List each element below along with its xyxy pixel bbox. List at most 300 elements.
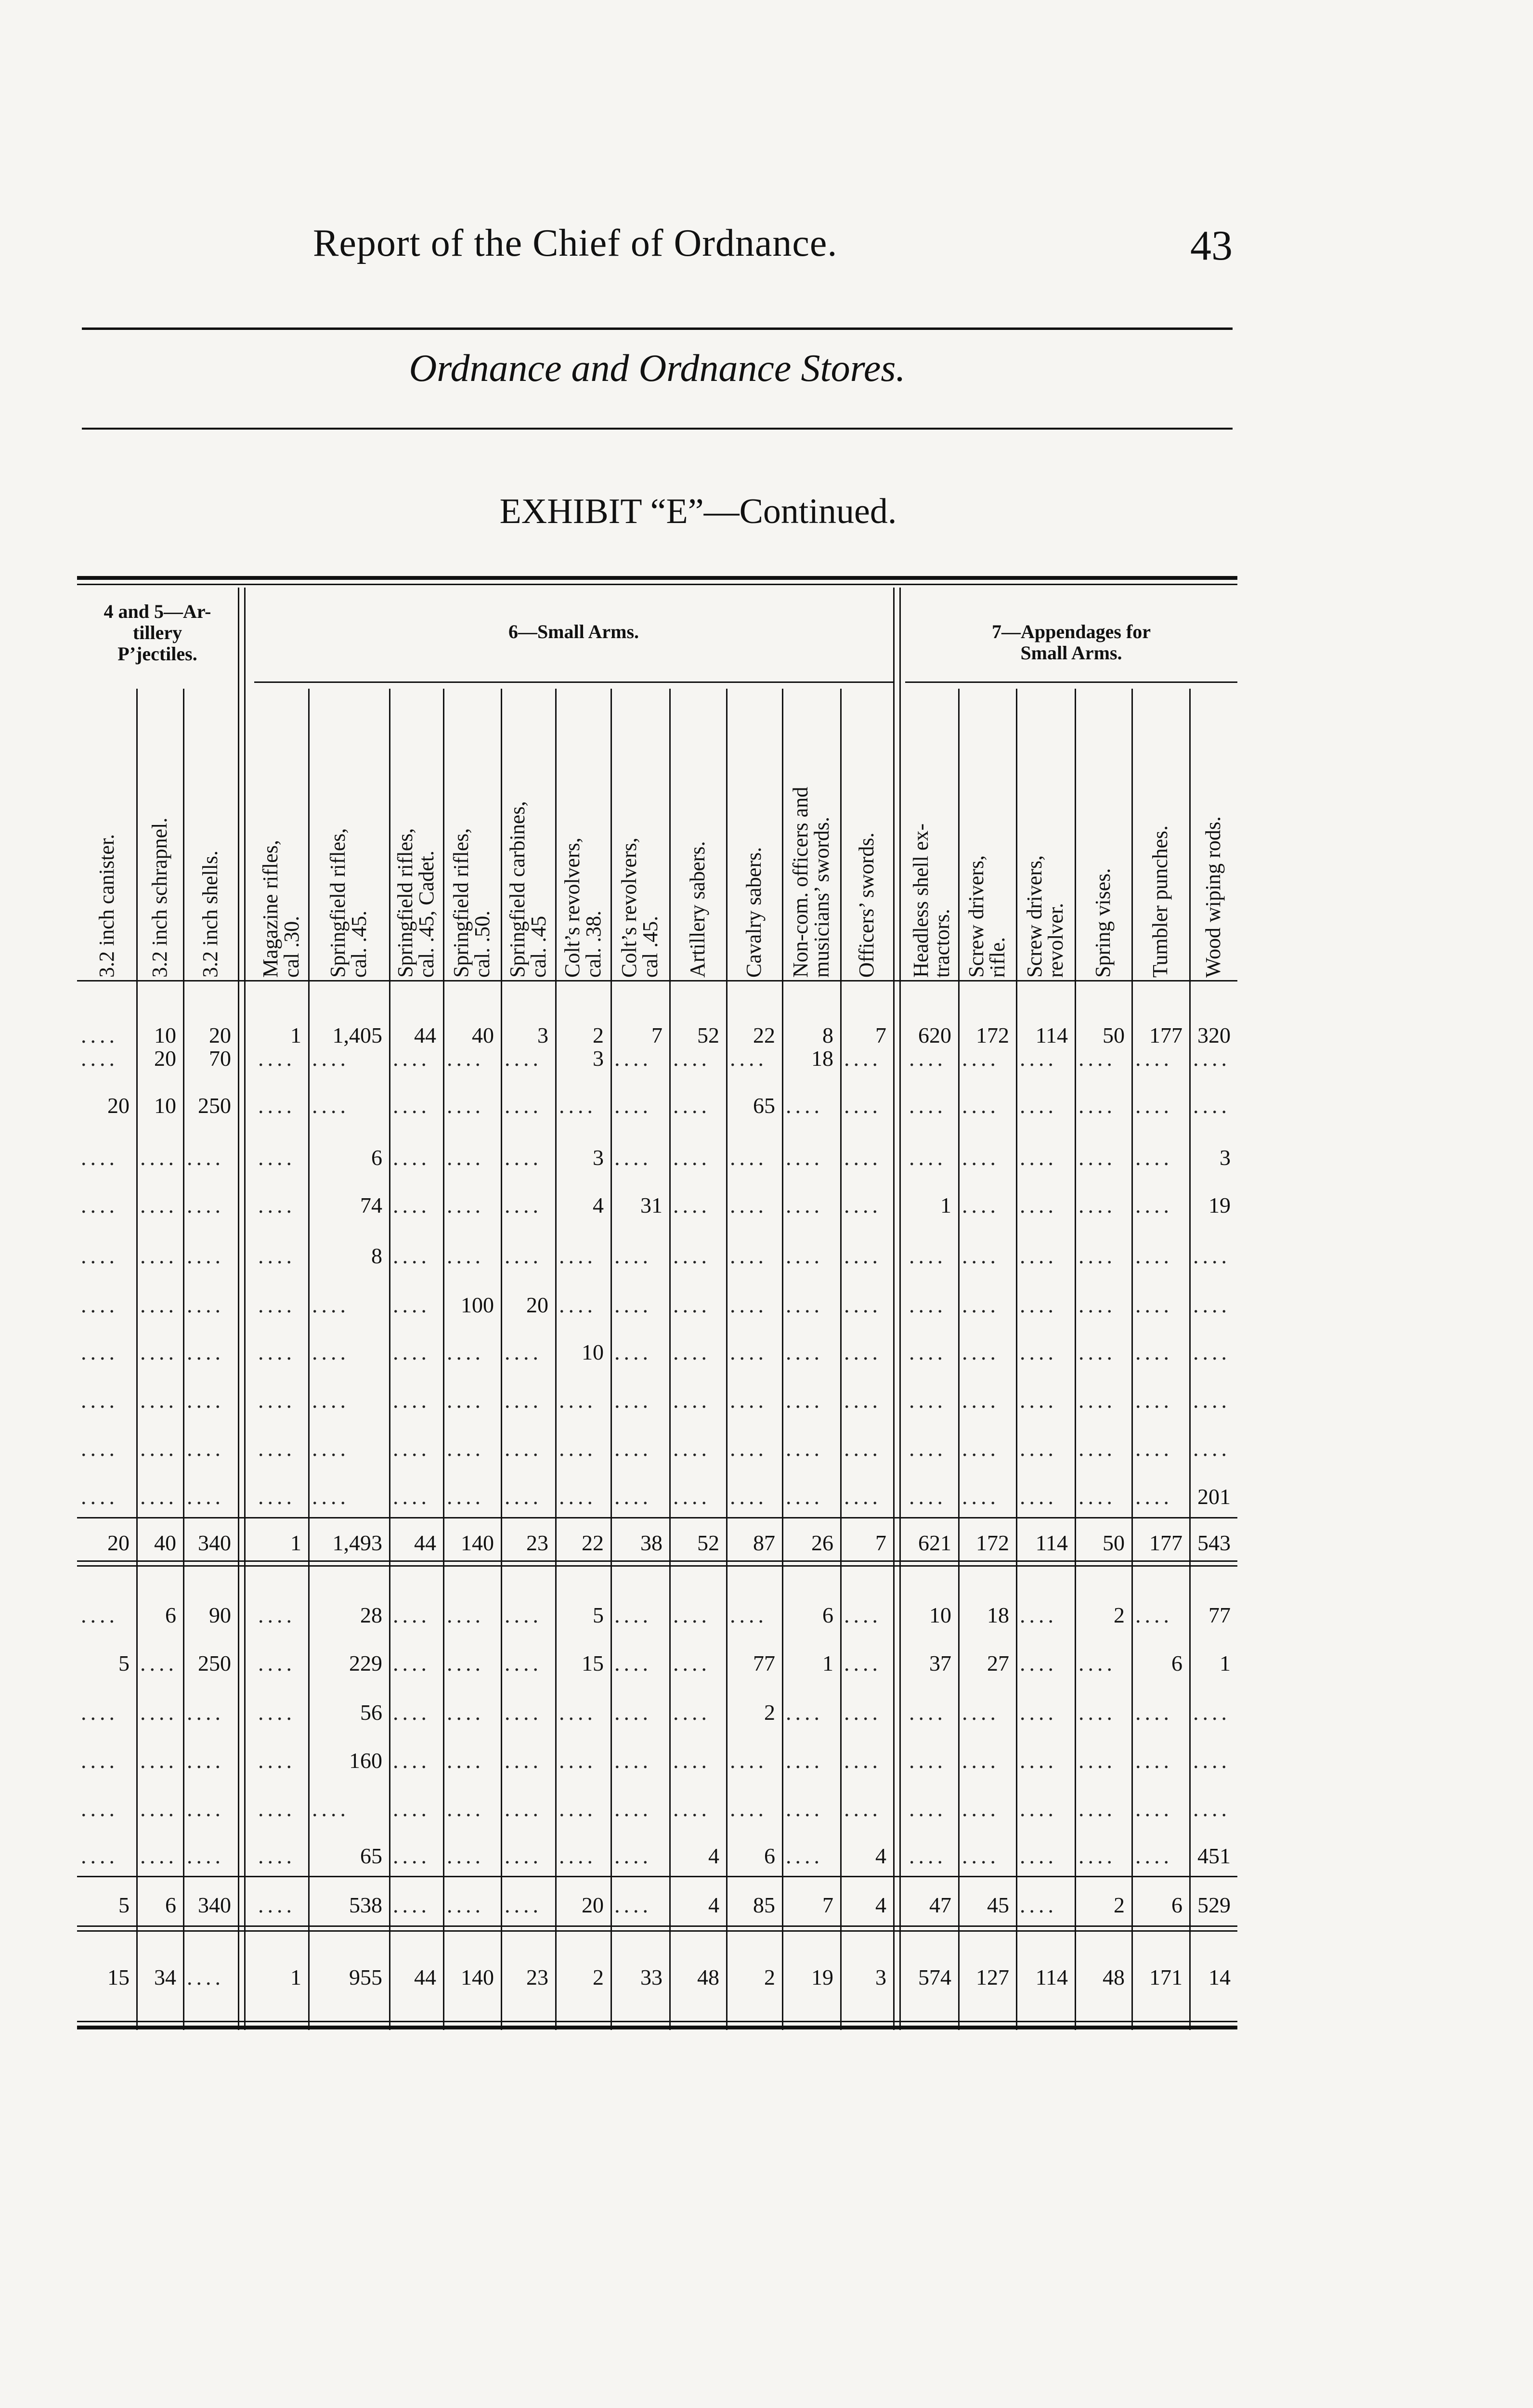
column-header: [308, 689, 389, 978]
column-header: [136, 689, 183, 978]
dot-leader: ....: [1193, 1340, 1231, 1364]
dot-leader: ....: [844, 1700, 882, 1725]
table-cell: 40: [154, 1531, 176, 1555]
dot-leader: ....: [909, 1388, 947, 1413]
table-cell: 3: [875, 1965, 886, 1989]
table-cell: 77: [1208, 1603, 1231, 1627]
dot-leader: ....: [1078, 1436, 1116, 1461]
dot-leader: ....: [447, 1700, 484, 1725]
dot-leader: ....: [909, 1484, 947, 1509]
dot-leader: ....: [962, 1193, 1000, 1217]
table-cell: 26: [811, 1531, 833, 1555]
dot-leader: ....: [81, 1023, 118, 1047]
dot-leader: ....: [187, 1293, 224, 1317]
table-cell: 1: [1220, 1651, 1231, 1675]
dot-leader: ....: [730, 1340, 767, 1364]
group-rule: [905, 681, 1237, 683]
dot-leader: ....: [393, 1748, 430, 1773]
dot-leader: ....: [962, 1093, 1000, 1118]
table-cell: 340: [198, 1893, 231, 1917]
table-cell: 1,405: [332, 1023, 382, 1047]
page-number: 43: [1190, 222, 1233, 269]
dot-leader: ....: [1020, 1603, 1057, 1627]
dot-leader: ....: [81, 1844, 118, 1868]
dot-leader: ....: [962, 1293, 1000, 1317]
column-header-label: Artillery sabers.: [686, 841, 709, 978]
dot-leader: ....: [673, 1651, 711, 1675]
total-rule-2: [77, 1930, 1237, 1932]
table-cell: 48: [1103, 1965, 1125, 1989]
dot-leader: ....: [258, 1340, 296, 1364]
dot-leader: ....: [505, 1145, 542, 1170]
dot-leader: ....: [1020, 1484, 1057, 1509]
dot-leader: ....: [786, 1193, 823, 1217]
table-cell: 8: [822, 1023, 833, 1047]
dot-leader: ....: [730, 1436, 767, 1461]
dot-leader: ....: [447, 1796, 484, 1821]
dot-leader: ....: [258, 1844, 296, 1868]
dot-leader: ....: [559, 1796, 597, 1821]
dot-leader: ....: [81, 1046, 118, 1071]
table-cell: 340: [198, 1531, 231, 1555]
dot-leader: ....: [673, 1388, 711, 1413]
dot-leader: ....: [505, 1243, 542, 1268]
column-header-label: Non-com. officers and musicians’ swords.: [788, 786, 833, 978]
table-cell: 70: [209, 1046, 231, 1071]
dot-leader: ....: [730, 1796, 767, 1821]
dot-leader: ....: [909, 1145, 947, 1170]
dot-leader: ....: [1020, 1093, 1057, 1118]
table-cell: 90: [209, 1603, 231, 1627]
dot-leader: ....: [1020, 1340, 1057, 1364]
dot-leader: ....: [1020, 1796, 1057, 1821]
table-top-rule: [77, 576, 1237, 580]
dot-leader: ....: [1135, 1193, 1173, 1217]
column-header: [669, 689, 726, 978]
table-bottom-rule: [77, 2021, 1237, 2022]
dot-leader: ....: [614, 1388, 652, 1413]
dot-leader: ....: [505, 1193, 542, 1217]
table-cell: 5: [118, 1651, 130, 1675]
table-cell: 19: [811, 1965, 833, 1989]
column-header-label: Screw drivers, rifle.: [964, 855, 1009, 978]
table-cell: 50: [1103, 1023, 1125, 1047]
column-header-label: Springfield carbines, cal. .45: [505, 801, 550, 978]
dot-leader: ....: [614, 1603, 652, 1627]
table-cell: 40: [472, 1023, 494, 1047]
group-header: 7—Appendages for Small Arms.: [991, 621, 1151, 664]
dot-leader: ....: [909, 1293, 947, 1317]
table-cell: 5: [118, 1893, 130, 1917]
dot-leader: ....: [786, 1340, 823, 1364]
table-cell: 34: [154, 1965, 176, 1989]
dot-leader: ....: [962, 1796, 1000, 1821]
dot-leader: ....: [187, 1436, 224, 1461]
dot-leader: ....: [312, 1436, 350, 1461]
table-cell: 172: [976, 1023, 1009, 1047]
table-cell: 31: [640, 1193, 663, 1217]
dot-leader: ....: [559, 1243, 597, 1268]
dot-leader: ....: [559, 1484, 597, 1509]
dot-leader: ....: [1020, 1243, 1057, 1268]
table-cell: 114: [1035, 1965, 1068, 1989]
dot-leader: ....: [844, 1145, 882, 1170]
dot-leader: ....: [1135, 1046, 1173, 1071]
dot-leader: ....: [962, 1700, 1000, 1725]
dot-leader: ....: [393, 1651, 430, 1675]
dot-leader: ....: [673, 1748, 711, 1773]
dot-leader: ....: [673, 1340, 711, 1364]
table-cell: 538: [349, 1893, 382, 1917]
dot-leader: ....: [393, 1243, 430, 1268]
table-cell: 20: [582, 1893, 604, 1917]
dot-leader: ....: [730, 1046, 767, 1071]
group-divider: [893, 588, 901, 2030]
dot-leader: ....: [786, 1388, 823, 1413]
table-cell: 20: [154, 1046, 176, 1071]
dot-leader: ....: [505, 1700, 542, 1725]
dot-leader: ....: [1193, 1700, 1231, 1725]
dot-leader: ....: [1020, 1651, 1057, 1675]
total-rule-2: [77, 1565, 1237, 1567]
table-cell: 6: [764, 1844, 775, 1868]
table-cell: 160: [349, 1748, 382, 1773]
dot-leader: ....: [1078, 1145, 1116, 1170]
dot-leader: ....: [447, 1748, 484, 1773]
dot-leader: ....: [614, 1748, 652, 1773]
dot-leader: ....: [844, 1340, 882, 1364]
dot-leader: ....: [1078, 1340, 1116, 1364]
dot-leader: ....: [1078, 1093, 1116, 1118]
dot-leader: ....: [505, 1388, 542, 1413]
dot-leader: ....: [393, 1893, 430, 1917]
table-cell: 14: [1208, 1965, 1231, 1989]
dot-leader: ....: [1193, 1243, 1231, 1268]
dot-leader: ....: [962, 1436, 1000, 1461]
table-cell: 6: [822, 1603, 833, 1627]
dot-leader: ....: [1078, 1748, 1116, 1773]
subtotal-rule: [77, 1876, 1237, 1877]
dot-leader: ....: [786, 1796, 823, 1821]
table-cell: 177: [1149, 1531, 1182, 1555]
dot-leader: ....: [393, 1293, 430, 1317]
dot-leader: ....: [673, 1796, 711, 1821]
dot-leader: ....: [393, 1700, 430, 1725]
dot-leader: ....: [614, 1796, 652, 1821]
dot-leader: ....: [140, 1651, 178, 1675]
column-header-label: Headless shell ex- tractors.: [909, 823, 954, 978]
dot-leader: ....: [844, 1484, 882, 1509]
table-cell: 18: [987, 1603, 1009, 1627]
dot-leader: ....: [81, 1484, 118, 1509]
group-rule: [254, 681, 893, 683]
table-cell: 7: [875, 1023, 886, 1047]
dot-leader: ....: [187, 1243, 224, 1268]
dot-leader: ....: [1135, 1145, 1173, 1170]
table-bottom-rule-2: [77, 2026, 1237, 2029]
dot-leader: ....: [786, 1243, 823, 1268]
table-cell: 127: [976, 1965, 1009, 1989]
table-cell: 574: [918, 1965, 951, 1989]
column-header-label: Screw drivers, revolver.: [1023, 855, 1067, 978]
dot-leader: ....: [1193, 1388, 1231, 1413]
dot-leader: ....: [447, 1243, 484, 1268]
dot-leader: ....: [187, 1484, 224, 1509]
dot-leader: ....: [559, 1700, 597, 1725]
dot-leader: ....: [187, 1796, 224, 1821]
dot-leader: ....: [258, 1700, 296, 1725]
dot-leader: ....: [81, 1796, 118, 1821]
dot-leader: ....: [1020, 1893, 1057, 1917]
table-cell: 33: [640, 1965, 663, 1989]
dot-leader: ....: [258, 1484, 296, 1509]
table-cell: 20: [209, 1023, 231, 1047]
table-cell: 2: [1114, 1893, 1125, 1917]
dot-leader: ....: [1135, 1388, 1173, 1413]
table-top-rule-2: [77, 584, 1237, 585]
dot-leader: ....: [447, 1193, 484, 1217]
dot-leader: ....: [1020, 1844, 1057, 1868]
dot-leader: ....: [730, 1293, 767, 1317]
column-header-label: 3.2 inch shells.: [198, 851, 222, 978]
dot-leader: ....: [140, 1340, 178, 1364]
dot-leader: ....: [673, 1243, 711, 1268]
table-cell: 3: [593, 1145, 604, 1170]
dot-leader: ....: [909, 1436, 947, 1461]
dot-leader: ....: [140, 1700, 178, 1725]
table-cell: 15: [582, 1651, 604, 1675]
dot-leader: ....: [140, 1388, 178, 1413]
dot-leader: ....: [505, 1796, 542, 1821]
dot-leader: ....: [962, 1046, 1000, 1071]
dot-leader: ....: [312, 1340, 350, 1364]
dot-leader: ....: [730, 1145, 767, 1170]
dot-leader: ....: [258, 1293, 296, 1317]
table-cell: 4: [708, 1844, 719, 1868]
table-cell: 620: [918, 1023, 951, 1047]
table-cell: 52: [697, 1531, 719, 1555]
table-cell: 1: [290, 1023, 301, 1047]
dot-leader: ....: [1193, 1796, 1231, 1821]
dot-leader: ....: [140, 1748, 178, 1773]
dot-leader: ....: [1135, 1293, 1173, 1317]
dot-leader: ....: [962, 1484, 1000, 1509]
dot-leader: ....: [505, 1484, 542, 1509]
dot-leader: ....: [730, 1193, 767, 1217]
table-cell: 65: [753, 1093, 775, 1118]
dot-leader: ....: [393, 1388, 430, 1413]
dot-leader: ....: [844, 1243, 882, 1268]
dot-leader: ....: [258, 1145, 296, 1170]
dot-leader: ....: [673, 1193, 711, 1217]
dot-leader: ....: [447, 1145, 484, 1170]
dot-leader: ....: [447, 1388, 484, 1413]
dot-leader: ....: [844, 1093, 882, 1118]
dot-leader: ....: [393, 1436, 430, 1461]
dot-leader: ....: [1020, 1700, 1057, 1725]
table-cell: 4: [875, 1844, 886, 1868]
table-cell: 37: [929, 1651, 951, 1675]
dot-leader: ....: [1193, 1748, 1231, 1773]
dot-leader: ....: [187, 1145, 224, 1170]
table-cell: 65: [360, 1844, 382, 1868]
column-header-label: Wood wiping rods.: [1201, 816, 1225, 978]
dot-leader: ....: [312, 1388, 350, 1413]
dot-leader: ....: [909, 1243, 947, 1268]
dot-leader: ....: [909, 1844, 947, 1868]
exhibit-title: EXHIBIT “E”—Continued.: [499, 492, 897, 531]
dot-leader: ....: [393, 1193, 430, 1217]
dot-leader: ....: [614, 1893, 652, 1917]
table-cell: 38: [640, 1531, 663, 1555]
dot-leader: ....: [614, 1436, 652, 1461]
table-cell: 4: [875, 1893, 886, 1917]
dot-leader: ....: [1078, 1046, 1116, 1071]
dot-leader: ....: [81, 1193, 118, 1217]
table-cell: 1: [940, 1193, 951, 1217]
dot-leader: ....: [312, 1796, 350, 1821]
dot-leader: ....: [909, 1796, 947, 1821]
dot-leader: ....: [393, 1046, 430, 1071]
dot-leader: ....: [786, 1484, 823, 1509]
section-subtitle: Ordnance and Ordnance Stores.: [409, 347, 906, 390]
dot-leader: ....: [187, 1844, 224, 1868]
table-cell: 44: [414, 1965, 436, 1989]
dot-leader: ....: [673, 1145, 711, 1170]
dot-leader: ....: [614, 1293, 652, 1317]
dot-leader: ....: [1135, 1844, 1173, 1868]
dot-leader: ....: [844, 1193, 882, 1217]
dot-leader: ....: [258, 1893, 296, 1917]
table-cell: 1,493: [332, 1531, 382, 1555]
dot-leader: ....: [730, 1748, 767, 1773]
table-cell: 114: [1035, 1023, 1068, 1047]
column-header: [958, 689, 1016, 978]
dot-leader: ....: [614, 1844, 652, 1868]
table-cell: 23: [526, 1965, 548, 1989]
dot-leader: ....: [1078, 1293, 1116, 1317]
dot-leader: ....: [258, 1603, 296, 1627]
dot-leader: ....: [1135, 1340, 1173, 1364]
table-cell: 4: [708, 1893, 719, 1917]
dot-leader: ....: [447, 1436, 484, 1461]
dot-leader: ....: [559, 1748, 597, 1773]
dot-leader: ....: [140, 1243, 178, 1268]
table-cell: 177: [1149, 1023, 1182, 1047]
table-cell: 85: [753, 1893, 775, 1917]
dot-leader: ....: [1078, 1243, 1116, 1268]
exhibit-table: [77, 575, 1237, 2029]
dot-leader: ....: [559, 1093, 597, 1118]
table-cell: 56: [360, 1700, 382, 1725]
dot-leader: ....: [909, 1700, 947, 1725]
dot-leader: ....: [393, 1844, 430, 1868]
subtotal-rule: [77, 1517, 1237, 1518]
table-cell: 320: [1197, 1023, 1231, 1047]
dot-leader: ....: [505, 1893, 542, 1917]
dot-leader: ....: [81, 1340, 118, 1364]
dot-leader: ....: [614, 1700, 652, 1725]
dot-leader: ....: [962, 1748, 1000, 1773]
dot-leader: ....: [447, 1484, 484, 1509]
dot-leader: ....: [786, 1293, 823, 1317]
dot-leader: ....: [505, 1651, 542, 1675]
dot-leader: ....: [312, 1484, 350, 1509]
dot-leader: ....: [614, 1484, 652, 1509]
dot-leader: ....: [1020, 1193, 1057, 1217]
table-cell: 250: [198, 1093, 231, 1118]
table-cell: 47: [929, 1893, 951, 1917]
table-cell: 22: [582, 1531, 604, 1555]
table-cell: 50: [1103, 1531, 1125, 1555]
table-cell: 250: [198, 1651, 231, 1675]
dot-leader: ....: [962, 1388, 1000, 1413]
column-header: [389, 689, 443, 978]
group-divider: [238, 588, 246, 2030]
table-cell: 27: [987, 1651, 1009, 1675]
dot-leader: ....: [559, 1436, 597, 1461]
table-cell: 45: [987, 1893, 1009, 1917]
dot-leader: ....: [312, 1046, 350, 1071]
dot-leader: ....: [1193, 1293, 1231, 1317]
header-bottom-rule: [77, 980, 1237, 982]
dot-leader: ....: [258, 1046, 296, 1071]
group-header: 6—Small Arms.: [508, 621, 639, 642]
dot-leader: ....: [312, 1093, 350, 1118]
column-header: [840, 689, 893, 978]
table-cell: 201: [1197, 1484, 1231, 1509]
dot-leader: ....: [1020, 1293, 1057, 1317]
dot-leader: ....: [81, 1603, 118, 1627]
dot-leader: ....: [187, 1193, 224, 1217]
dot-leader: ....: [140, 1293, 178, 1317]
table-cell: 48: [697, 1965, 719, 1989]
table-cell: 77: [753, 1651, 775, 1675]
table-cell: 171: [1149, 1965, 1182, 1989]
table-cell: 2: [764, 1700, 775, 1725]
dot-leader: ....: [447, 1046, 484, 1071]
dot-leader: ....: [1193, 1093, 1231, 1118]
table-cell: 4: [593, 1193, 604, 1217]
dot-leader: ....: [1135, 1484, 1173, 1509]
dot-leader: ....: [505, 1046, 542, 1071]
dot-leader: ....: [81, 1293, 118, 1317]
dot-leader: ....: [844, 1293, 882, 1317]
dot-leader: ....: [559, 1388, 597, 1413]
column-header: [1016, 689, 1075, 978]
dot-leader: ....: [258, 1243, 296, 1268]
dot-leader: ....: [1020, 1436, 1057, 1461]
table-cell: 5: [593, 1603, 604, 1627]
column-header-label: Springfield rifles, cal. .45, Cadet.: [393, 828, 438, 978]
dot-leader: ....: [393, 1603, 430, 1627]
dot-leader: ....: [730, 1484, 767, 1509]
dot-leader: ....: [909, 1748, 947, 1773]
dot-leader: ....: [1078, 1796, 1116, 1821]
dot-leader: ....: [393, 1796, 430, 1821]
dot-leader: ....: [258, 1796, 296, 1821]
dot-leader: ....: [1193, 1436, 1231, 1461]
group-header: 4 and 5—Ar- tillery P’jectiles.: [104, 601, 211, 665]
dot-leader: ....: [786, 1748, 823, 1773]
dot-leader: ....: [1020, 1046, 1057, 1071]
dot-leader: ....: [140, 1796, 178, 1821]
column-header: [501, 689, 555, 978]
dot-leader: ....: [1078, 1388, 1116, 1413]
dot-leader: ....: [447, 1844, 484, 1868]
table-cell: 6: [165, 1603, 176, 1627]
dot-leader: ....: [393, 1340, 430, 1364]
